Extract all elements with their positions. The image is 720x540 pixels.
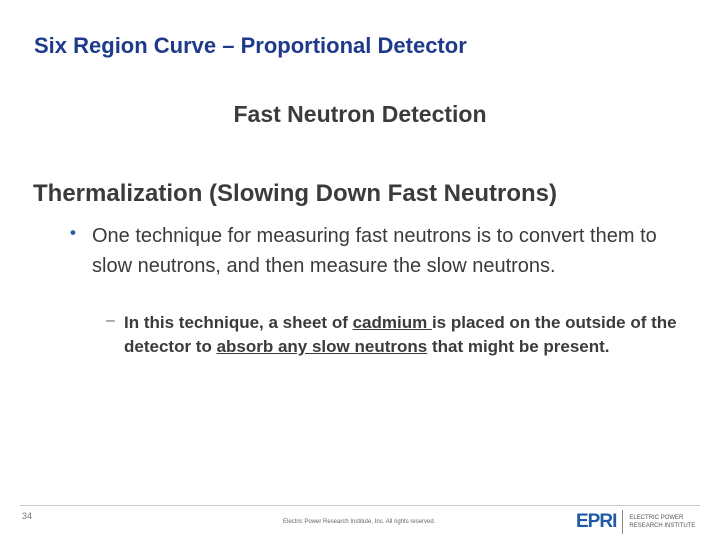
logo-divider: [622, 510, 623, 534]
sub-bullet-part: that might be present.: [427, 337, 610, 356]
logo-mark: EPRI: [576, 511, 617, 532]
sub-bullet-part: In this technique, a sheet of: [124, 313, 353, 332]
page-number: 34: [22, 511, 33, 521]
epri-logo: [576, 510, 695, 534]
footer-divider: [20, 505, 700, 506]
section-heading: Thermalization (Slowing Down Fast Neutrons): [33, 180, 558, 207]
logo-line-1: ELECTRIC POWER: [629, 515, 684, 521]
logo-line-2: RESEARCH INSTITUTE: [629, 523, 696, 529]
underlined-term-absorb: absorb any slow neutrons: [216, 337, 428, 356]
slide-title: Six Region Curve – Proportional Detector: [34, 33, 467, 58]
slide-subtitle: Fast Neutron Detection: [233, 101, 487, 127]
underlined-term-cadmium: cadmium: [352, 313, 432, 332]
logo-text: [629, 514, 695, 530]
sub-bullet-text: [124, 311, 684, 359]
bullet-text: One technique for measuring fast neutrons is to convert them to slow neutrons, and then measure the slow neutrons.: [92, 225, 657, 277]
bullet-marker: •: [70, 223, 76, 242]
sub-bullet-part: is placed on the outside of the detector to: [124, 313, 677, 356]
copyright-notice: Electric Power Research Institute, Inc. All rights reserved.: [283, 519, 436, 525]
sub-bullet-marker: –: [106, 312, 115, 329]
